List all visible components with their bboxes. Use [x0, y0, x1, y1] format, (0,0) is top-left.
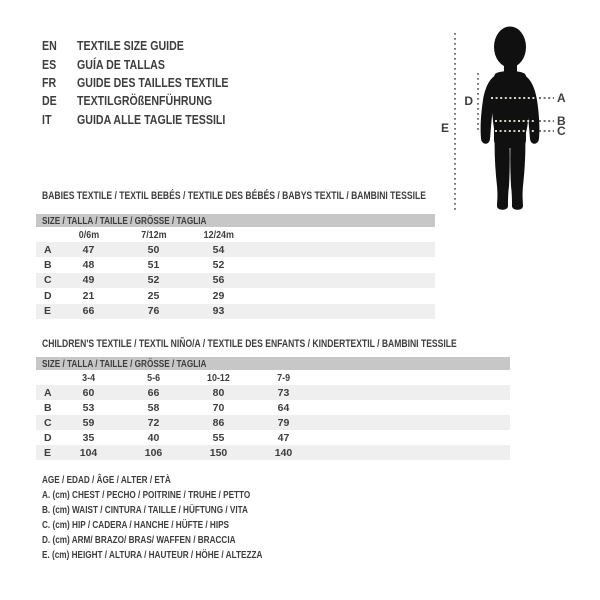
language-code: FR [42, 75, 57, 90]
row-label: D [44, 431, 52, 444]
size-cell: 86 [212, 416, 225, 429]
marker-label-e: E [440, 121, 449, 135]
size-cell: 47 [82, 243, 95, 256]
size-cell: 48 [82, 259, 95, 272]
marker-label-b: B [557, 114, 566, 128]
column-header: 10-12 [207, 371, 230, 384]
marker-label-a: A [557, 91, 566, 105]
size-cell: 59 [82, 416, 95, 429]
size-cell: 53 [82, 401, 95, 414]
legend-line: B. (cm) WAIST / CINTURA / TAILLE / HÜFTUNG / VITA [42, 503, 248, 516]
size-header-label: SIZE / TALLA / TAILLE / GRÖSSE / TAGLIA [42, 357, 207, 370]
size-cell: 56 [212, 274, 225, 287]
size-cell: 106 [144, 446, 163, 459]
language-title: GUIDA ALLE TAGLIE TESSILI [77, 112, 226, 127]
size-cell: 58 [147, 401, 160, 414]
language-title: GUIDE DES TAILLES TEXTILE [77, 75, 229, 90]
size-header-bar [36, 357, 510, 370]
size-cell: 35 [82, 431, 95, 444]
table-row [36, 273, 435, 288]
row-label: E [44, 305, 52, 318]
row-label: A [44, 243, 52, 256]
size-cell: 66 [147, 386, 160, 399]
size-cell: 76 [147, 305, 160, 318]
language-code: DE [42, 94, 57, 109]
row-label: B [44, 259, 52, 272]
size-cell: 150 [209, 446, 228, 459]
size-cell: 73 [277, 386, 290, 399]
row-label: E [44, 446, 52, 459]
size-cell: 21 [82, 289, 95, 302]
column-header: 7/12m [140, 228, 167, 241]
marker-label-d: D [464, 94, 473, 108]
size-cell: 49 [82, 274, 95, 287]
language-row [42, 37, 255, 55]
legend-line: C. (cm) HIP / CADERA / HANCHE / HÜFTE / HIPS [42, 518, 230, 531]
language-code: IT [42, 112, 52, 127]
language-title: GUÍA DE TALLAS [77, 57, 165, 72]
marker-label-c: C [557, 124, 566, 138]
size-cell: 93 [212, 305, 225, 318]
language-row [42, 55, 255, 73]
child-silhouette [481, 27, 540, 210]
row-label: A [44, 386, 52, 399]
size-cell: 55 [212, 431, 225, 444]
table-row [36, 257, 435, 272]
table-row [36, 445, 510, 460]
size-cell: 80 [212, 386, 225, 399]
children-size-table [36, 357, 510, 460]
size-cell: 52 [212, 259, 225, 272]
column-header: 3-4 [82, 371, 95, 384]
legend-line: E. (cm) HEIGHT / ALTURA / HAUTEUR / HÖHE / ALTEZZA [42, 549, 263, 562]
language-code: ES [42, 57, 57, 72]
table-row [36, 385, 510, 400]
column-header: 7-9 [277, 371, 290, 384]
table-row [36, 288, 435, 303]
size-cell: 64 [277, 401, 290, 414]
size-cell: 52 [147, 274, 160, 287]
size-cell: 104 [79, 446, 98, 459]
legend-line: A. (cm) CHEST / PECHO / POITRINE / TRUHE / PETTO [42, 488, 251, 501]
legend-line-age: AGE / EDAD / ÂGE / ALTER / ETÀ [42, 473, 171, 486]
language-row [42, 74, 255, 92]
size-cell: 79 [277, 416, 290, 429]
table-row [36, 304, 435, 319]
language-title: TEXTILE SIZE GUIDE [77, 39, 184, 54]
row-label: C [44, 416, 52, 429]
table-row [36, 415, 510, 430]
measurement-legend [42, 472, 325, 563]
size-cell: 140 [274, 446, 293, 459]
babies-section-heading: BABIES TEXTILE / TEXTIL BEBÉS / TEXTILE DES BÉBÉS / BABYS TEXTIL / BAMBINI TESSILE [42, 190, 426, 202]
language-title: TEXTILGRÖßENFÜHRUNG [77, 94, 213, 109]
legend-line: D. (cm) ARM/ BRAZO/ BRAS/ WAFFEN / BRACCIA [42, 533, 236, 546]
row-label: D [44, 289, 52, 302]
row-label: C [44, 274, 52, 287]
column-header: 0/6m [78, 228, 99, 241]
size-header-label: SIZE / TALLA / TAILLE / GRÖSSE / TAGLIA [42, 214, 207, 227]
language-title-list [42, 37, 255, 129]
size-cell: 70 [212, 401, 225, 414]
column-header-row [36, 227, 435, 242]
size-cell: 60 [82, 386, 95, 399]
table-row [36, 400, 510, 415]
size-cell: 50 [147, 243, 160, 256]
column-header: 5-6 [147, 371, 160, 384]
language-code: EN [42, 39, 57, 54]
size-cell: 54 [212, 243, 225, 256]
size-cell: 51 [147, 259, 160, 272]
size-cell: 25 [147, 289, 160, 302]
language-row [42, 92, 255, 110]
table-row [36, 242, 435, 257]
column-header: 12/24m [203, 228, 234, 241]
children-section-heading: CHILDREN'S TEXTILE / TEXTIL NIÑO/A / TEXTILE DES ENFANTS / KINDERTEXTIL / BAMBINI TESSILE [42, 338, 457, 350]
babies-size-table [36, 214, 435, 319]
size-header-bar [36, 214, 435, 227]
size-cell: 66 [82, 305, 95, 318]
table-row [36, 430, 510, 445]
language-row [42, 111, 255, 129]
size-cell: 72 [147, 416, 160, 429]
size-cell: 40 [147, 431, 160, 444]
row-label: B [44, 401, 52, 414]
column-header-row [36, 370, 510, 385]
child-silhouette-figure [435, 18, 575, 218]
size-cell: 47 [277, 431, 290, 444]
size-cell: 29 [212, 289, 225, 302]
